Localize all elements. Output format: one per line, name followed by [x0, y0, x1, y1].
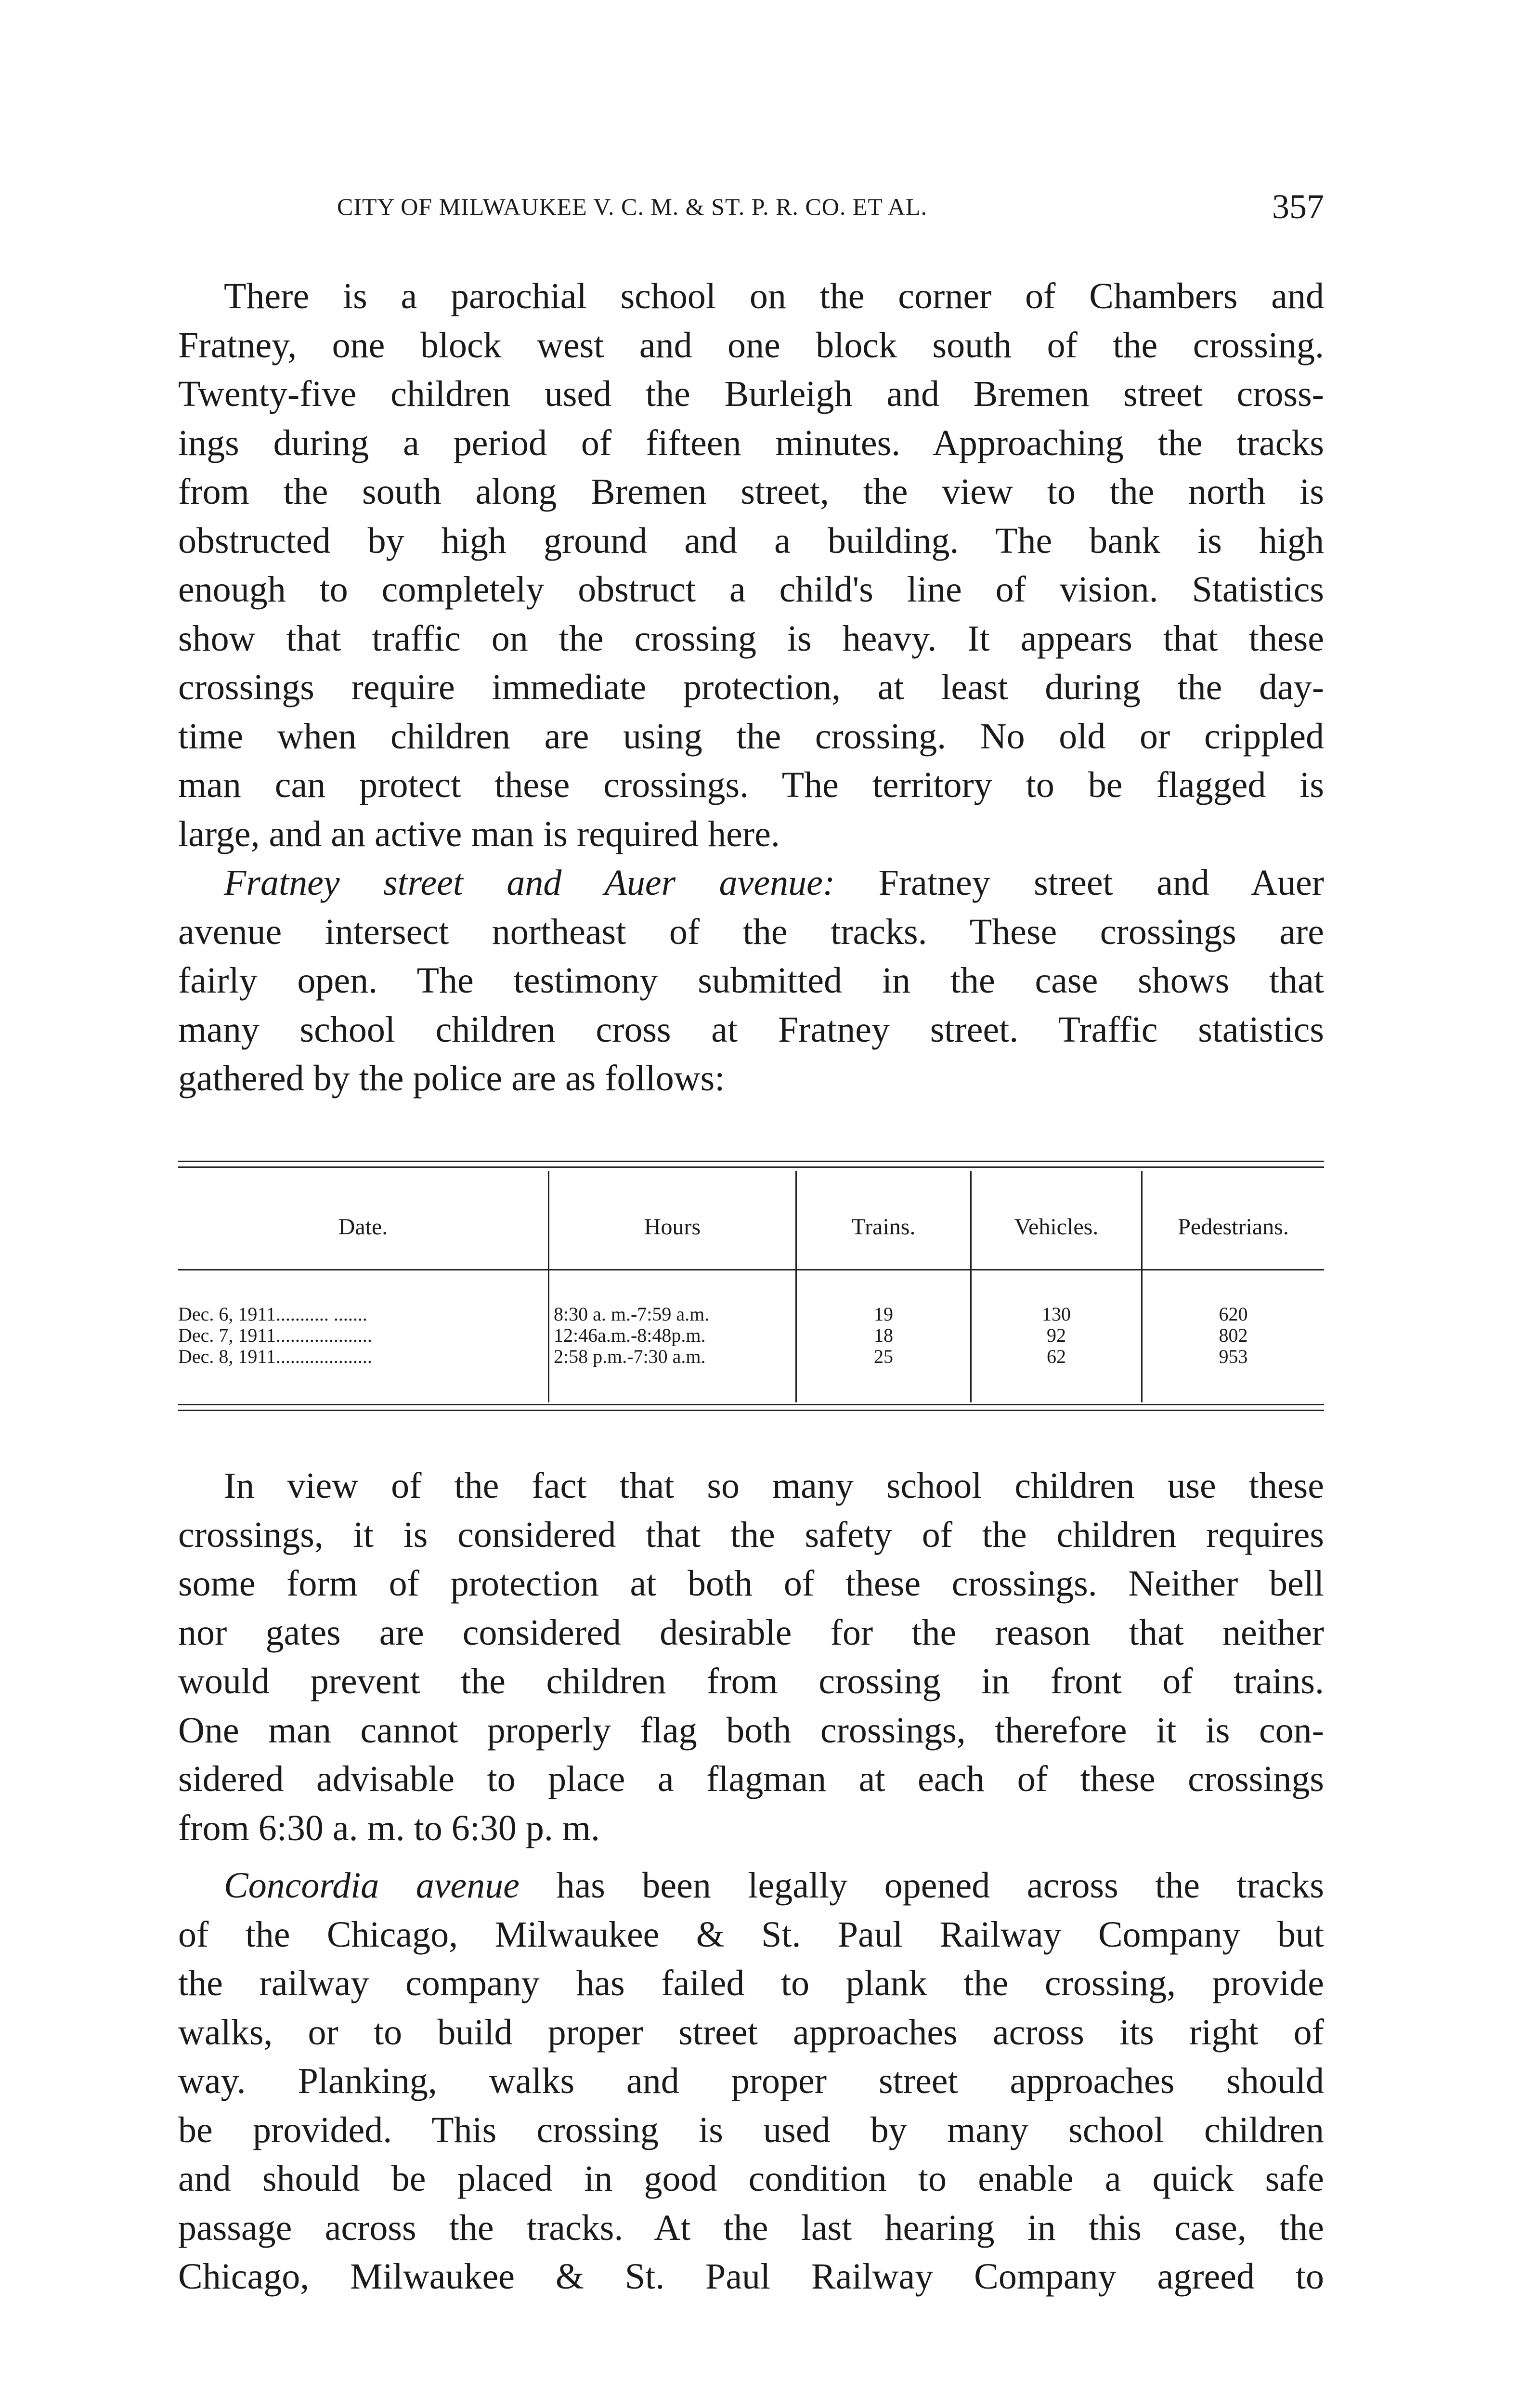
text-line: show that traffic on the crossing is heavy. It appears that these [178, 618, 1324, 659]
paragraph-fratney-auer [178, 859, 1324, 1103]
text-line: Twenty-five children used the Burleigh and Bremen street cross- [178, 374, 1324, 414]
text-line: gathered by the police are as follows: [178, 1058, 725, 1099]
text-line: the railway company has failed to plank the crossing, provide [178, 1963, 1324, 2003]
column-header-date: Date. [338, 1214, 388, 1240]
text-line: There is a parochial school on the corner of Chambers and [224, 276, 1324, 316]
column-header-trains: Trains. [851, 1214, 916, 1240]
text-fragment: has been legally opened across the tracks [556, 1865, 1325, 1906]
column-divider [970, 1171, 972, 1402]
table-bottom-rule [178, 1410, 1324, 1411]
text-line: some form of protection at both of these crossings. Neither bell [178, 1563, 1324, 1604]
text-line: nor gates are considered desirable for the reason that neither [178, 1612, 1324, 1653]
cell-pedestrians: 802 [1219, 1324, 1248, 1346]
table-top-rule [178, 1161, 1324, 1162]
cell-vehicles: 92 [1047, 1324, 1066, 1346]
text-line: from 6:30 a. m. to 6:30 p. m. [178, 1807, 600, 1848]
table-bottom-rule [178, 1404, 1324, 1405]
cell-date: Dec. 7, 1911.................... [178, 1324, 372, 1346]
text-line: crossings, it is considered that the safety of the children requires [178, 1514, 1324, 1555]
cell-trains: 18 [874, 1324, 893, 1346]
cell-vehicles: 62 [1047, 1346, 1066, 1367]
text-line: way. Planking, walks and proper street approaches should [178, 2061, 1324, 2101]
cell-pedestrians: 620 [1219, 1303, 1248, 1325]
cell-vehicles: 130 [1042, 1303, 1071, 1325]
page-number: 357 [1272, 187, 1324, 226]
column-divider [548, 1171, 549, 1402]
text-line: many school children cross at Fratney street. Traffic statistics [178, 1009, 1324, 1050]
running-title: CITY OF MILWAUKEE V. C. M. & ST. P. R. CO. ET AL. [337, 193, 927, 220]
paragraph-concordia-avenue [178, 1861, 1324, 2302]
cell-hours: 2:58 p.m.-7:30 a.m. [554, 1346, 706, 1367]
text-fragment: Fratney street and Auer [878, 863, 1325, 903]
column-divider [795, 1171, 797, 1402]
text-line [178, 859, 1324, 908]
text-line: passage across the tracks. At the last hearing in this case, the [178, 2207, 1324, 2248]
text-line: sidered advisable to place a flagman at each of these crossings [178, 1759, 1324, 1799]
cell-trains: 25 [874, 1346, 893, 1367]
section-lead-fratney: Fratney street and Auer avenue: [224, 863, 835, 903]
text-line: Fratney, one block west and one block south of the crossing. [178, 325, 1324, 366]
text-line: obstructed by high ground and a building. The bank is high [178, 520, 1324, 561]
text-line: One man cannot properly flag both crossings, therefore it is con- [178, 1710, 1324, 1751]
cell-date: Dec. 6, 1911........... ....... [178, 1303, 367, 1325]
text-line: enough to completely obstruct a child's line of vision. Statistics [178, 569, 1324, 610]
cell-trains: 19 [874, 1303, 893, 1325]
text-line: Chicago, Milwaukee & St. Paul Railway Company agreed to [178, 2256, 1324, 2297]
traffic-statistics-table [178, 1161, 1324, 1411]
column-header-pedestrians: Pedestrians. [1178, 1214, 1289, 1240]
page-header [178, 187, 1324, 236]
cell-date: Dec. 8, 1911.................... [178, 1346, 372, 1367]
text-line: ings during a period of fifteen minutes. Approaching the tracks [178, 422, 1324, 463]
column-header-hours: Hours [644, 1214, 701, 1240]
text-line: walks, or to build proper street approaches across its right of [178, 2012, 1324, 2053]
text-line: man can protect these crossings. The territory to be flagged is [178, 765, 1324, 805]
column-divider [1141, 1171, 1143, 1402]
text-line: time when children are using the crossing. No old or crippled [178, 716, 1324, 757]
text-line [178, 1861, 1324, 1911]
paragraph-safety-conclusion [178, 1462, 1324, 1853]
cell-pedestrians: 953 [1219, 1346, 1248, 1367]
cell-hours: 12:46a.m.-8:48p.m. [554, 1324, 706, 1346]
text-line: fairly open. The testimony submitted in the case shows that [178, 960, 1324, 1001]
table-header-rule [178, 1269, 1324, 1270]
table-top-rule [178, 1166, 1324, 1168]
text-line: large, and an active man is required here. [178, 813, 780, 854]
text-line: In view of the fact that so many school children use these [224, 1466, 1324, 1506]
text-line: and should be placed in good condition to enable a quick safe [178, 2159, 1324, 2199]
text-line: would prevent the children from crossing in front of trains. [178, 1661, 1324, 1701]
text-line: of the Chicago, Milwaukee & St. Paul Railway Company but [178, 1914, 1324, 1955]
section-lead-concordia: Concordia avenue [224, 1865, 520, 1906]
text-line: from the south along Bremen street, the view to the north is [178, 471, 1324, 512]
paragraph-parochial-school [178, 272, 1324, 859]
cell-hours: 8:30 a. m.-7:59 a.m. [554, 1303, 710, 1325]
text-line: avenue intersect northeast of the tracks. These crossings are [178, 911, 1324, 952]
column-header-vehicles: Vehicles. [1014, 1214, 1099, 1240]
text-line: crossings require immediate protection, at least during the day- [178, 667, 1324, 707]
text-line: be provided. This crossing is used by many school children [178, 2109, 1324, 2150]
